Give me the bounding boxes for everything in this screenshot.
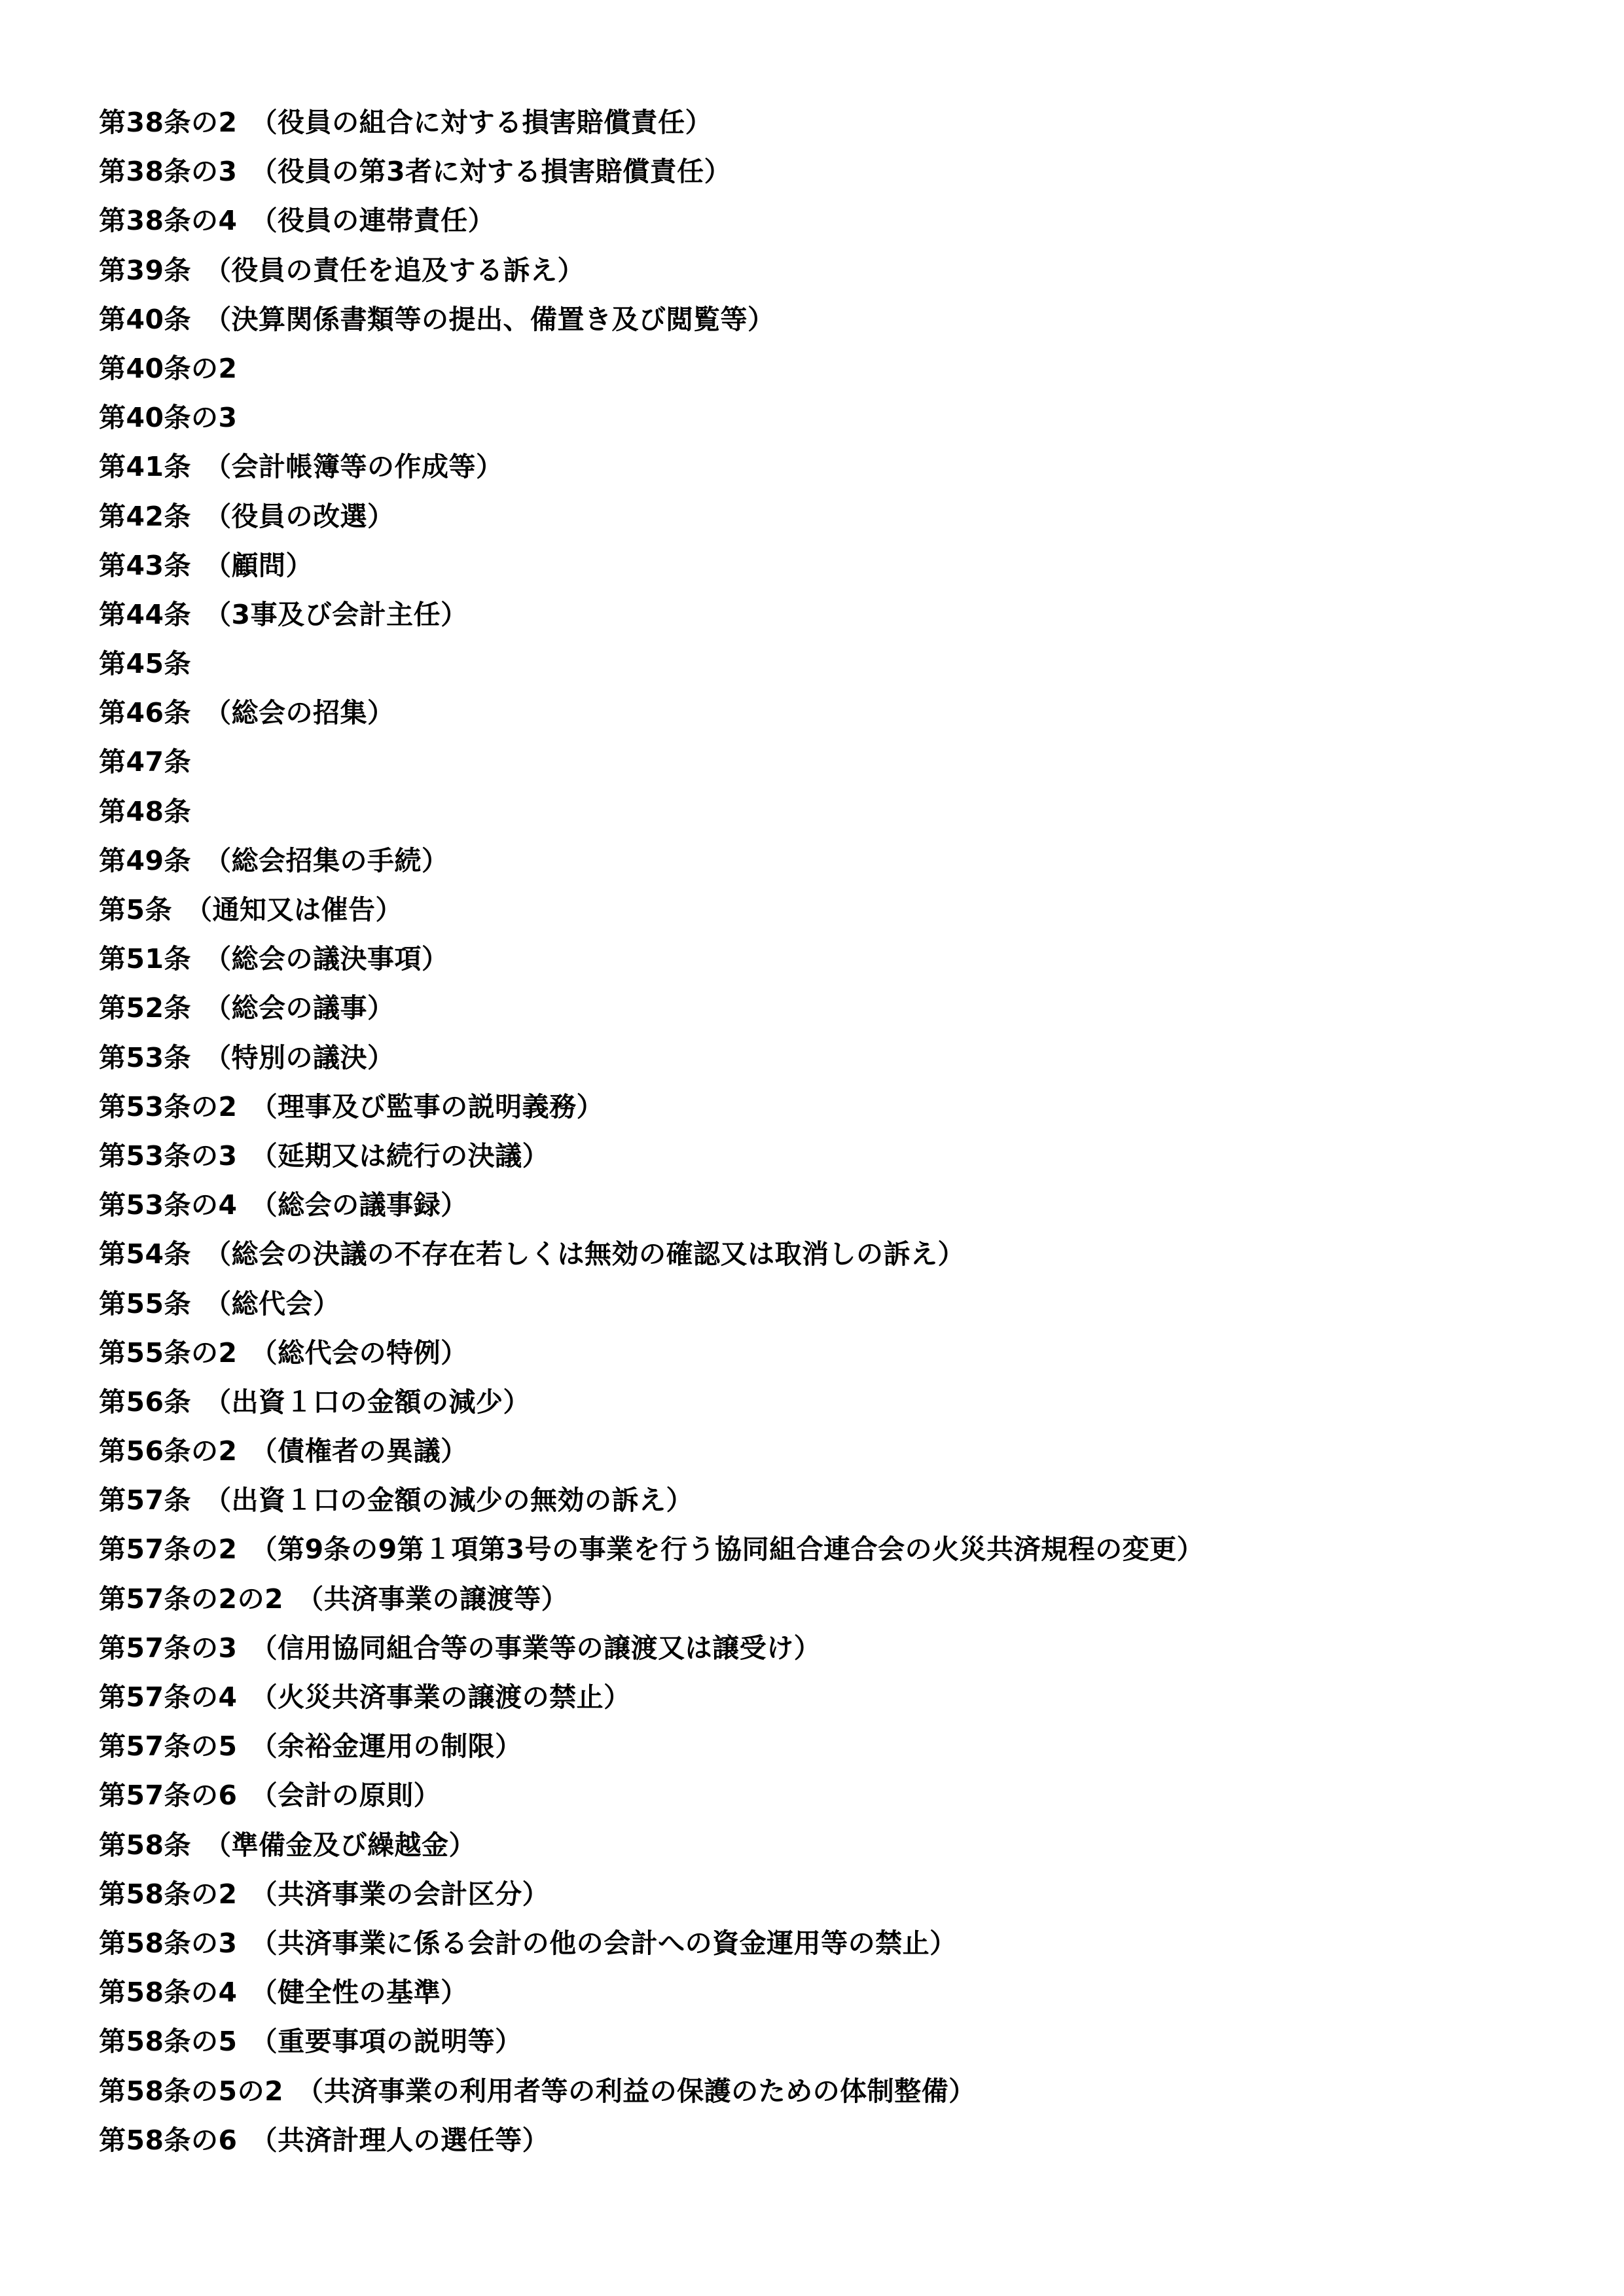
article-title: （総代会の特例） bbox=[250, 1336, 468, 1369]
article-item bbox=[99, 1968, 1539, 2017]
article-title: （会計帳簿等の作成等） bbox=[204, 451, 503, 483]
article-number: 第5条 bbox=[99, 894, 173, 925]
article-number: 第56条 bbox=[99, 1386, 192, 1418]
article-title: （共済事業の利用者等の利益の保護のための体制整備） bbox=[297, 2075, 976, 2107]
article-list bbox=[99, 98, 1539, 2165]
article-item bbox=[99, 1673, 1539, 1722]
article-title: （役員の改選） bbox=[204, 500, 395, 532]
article-number: 第49条 bbox=[99, 844, 192, 876]
article-item bbox=[99, 1132, 1539, 1181]
article-item bbox=[99, 295, 1539, 344]
article-number: 第44条 bbox=[99, 598, 192, 630]
article-number: 第53条の3 bbox=[99, 1139, 238, 1172]
article-item bbox=[99, 344, 1539, 393]
article-item bbox=[99, 2017, 1539, 2066]
article-item bbox=[99, 1329, 1539, 1378]
article-title: （出資１口の金額の減少） bbox=[204, 1386, 531, 1418]
article-title: （出資１口の金額の減少の無効の訴え） bbox=[204, 1484, 694, 1516]
article-item bbox=[99, 984, 1539, 1033]
article-title: （特別の議決） bbox=[204, 1041, 395, 1073]
article-item bbox=[99, 2116, 1539, 2165]
article-number: 第58条の5 bbox=[99, 2026, 238, 2058]
article-number: 第58条の6 bbox=[99, 2124, 238, 2156]
article-item bbox=[99, 393, 1539, 442]
article-item bbox=[99, 1525, 1539, 1574]
article-number: 第52条 bbox=[99, 992, 192, 1024]
article-item bbox=[99, 689, 1539, 738]
article-number: 第57条の6 bbox=[99, 1780, 238, 1812]
article-number: 第38条の3 bbox=[99, 156, 238, 188]
article-number: 第58条の3 bbox=[99, 1927, 238, 1959]
article-number: 第57条の4 bbox=[99, 1681, 238, 1713]
article-number: 第57条 bbox=[99, 1484, 192, 1516]
article-number: 第57条の5 bbox=[99, 1731, 238, 1763]
article-number: 第55条 bbox=[99, 1287, 192, 1319]
article-item bbox=[99, 442, 1539, 492]
article-title: （共済事業に係る会計の他の会計への資金運用等の禁止） bbox=[250, 1927, 957, 1959]
article-item bbox=[99, 935, 1539, 984]
article-title: （健全性の基準） bbox=[250, 1977, 468, 2009]
article-item bbox=[99, 492, 1539, 541]
article-number: 第53条の4 bbox=[99, 1189, 238, 1221]
article-number: 第40条 bbox=[99, 303, 192, 335]
article-number: 第51条 bbox=[99, 943, 192, 975]
article-number: 第48条 bbox=[99, 795, 192, 827]
article-item bbox=[99, 2067, 1539, 2116]
article-item bbox=[99, 836, 1539, 886]
article-title: （共済計理人の選任等） bbox=[250, 2124, 550, 2156]
article-item bbox=[99, 1722, 1539, 1771]
article-title: （総会の議決事項） bbox=[204, 943, 449, 975]
article-number: 第39条 bbox=[99, 254, 192, 286]
article-item bbox=[99, 738, 1539, 787]
article-title: （総会招集の手続） bbox=[204, 844, 449, 876]
article-title: （信用協同組合等の事業等の譲渡又は譲受け） bbox=[250, 1632, 821, 1664]
article-number: 第57条の3 bbox=[99, 1632, 238, 1664]
article-title: （第9条の9第１項第3号の事業を行う協同組合連合会の火災共済規程の変更） bbox=[250, 1534, 1204, 1566]
article-number: 第58条 bbox=[99, 1829, 192, 1861]
article-title: （共済事業の譲渡等） bbox=[297, 1583, 569, 1615]
article-item bbox=[99, 541, 1539, 590]
article-title: （共済事業の会計区分） bbox=[250, 1878, 550, 1910]
article-number: 第57条の2の2 bbox=[99, 1583, 284, 1615]
article-number: 第40条の3 bbox=[99, 402, 238, 434]
article-title: （3事及び会計主任） bbox=[204, 598, 468, 630]
article-item bbox=[99, 1427, 1539, 1476]
article-number: 第45条 bbox=[99, 648, 192, 680]
article-item bbox=[99, 147, 1539, 196]
article-title: （余裕金運用の制限） bbox=[250, 1731, 522, 1763]
article-title: （決算関係書類等の提出、備置き及び閲覧等） bbox=[204, 303, 775, 335]
article-number: 第38条の2 bbox=[99, 107, 238, 138]
article-title: （理事及び監事の説明義務） bbox=[250, 1090, 604, 1122]
article-title: （顧問） bbox=[204, 549, 314, 581]
article-number: 第58条の5の2 bbox=[99, 2075, 284, 2107]
article-title: （総会の決議の不存在若しくは無効の確認又は取消しの訴え） bbox=[204, 1238, 965, 1270]
article-title: （総代会） bbox=[204, 1287, 340, 1319]
article-item bbox=[99, 1870, 1539, 1919]
article-number: 第53条の2 bbox=[99, 1090, 238, 1122]
article-title: （役員の連帯責任） bbox=[250, 205, 496, 237]
article-number: 第53条 bbox=[99, 1041, 192, 1073]
article-item bbox=[99, 1280, 1539, 1329]
article-item bbox=[99, 639, 1539, 689]
article-number: 第58条の2 bbox=[99, 1878, 238, 1910]
article-title: （役員の責任を追及する訴え） bbox=[204, 254, 585, 286]
article-item bbox=[99, 787, 1539, 836]
article-title: （総会の議事） bbox=[204, 992, 395, 1024]
article-title: （役員の第3者に対する損害賠償責任） bbox=[250, 156, 732, 188]
article-item bbox=[99, 1476, 1539, 1525]
article-item bbox=[99, 886, 1539, 935]
article-number: 第56条の2 bbox=[99, 1435, 238, 1467]
article-title: （総会の議事録） bbox=[250, 1189, 468, 1221]
article-number: 第57条の2 bbox=[99, 1534, 238, 1566]
article-number: 第42条 bbox=[99, 500, 192, 532]
article-number: 第40条の2 bbox=[99, 352, 238, 384]
article-item bbox=[99, 1624, 1539, 1673]
article-item bbox=[99, 246, 1539, 295]
article-number: 第47条 bbox=[99, 746, 192, 778]
article-title: （準備金及び繰越金） bbox=[204, 1829, 477, 1861]
article-item bbox=[99, 1378, 1539, 1427]
article-title: （火災共済事業の譲渡の禁止） bbox=[250, 1681, 631, 1713]
article-number: 第43条 bbox=[99, 549, 192, 581]
article-item bbox=[99, 1821, 1539, 1870]
article-title: （延期又は続行の決議） bbox=[250, 1139, 550, 1172]
article-item bbox=[99, 1230, 1539, 1279]
article-title: （重要事項の説明等） bbox=[250, 2026, 522, 2058]
article-item bbox=[99, 196, 1539, 245]
article-number: 第38条の4 bbox=[99, 205, 238, 237]
article-title: （総会の招集） bbox=[204, 697, 395, 729]
article-item bbox=[99, 1083, 1539, 1132]
article-number: 第58条の4 bbox=[99, 1977, 238, 2009]
article-item bbox=[99, 1033, 1539, 1083]
article-title: （通知又は催告） bbox=[185, 894, 403, 925]
article-item bbox=[99, 1575, 1539, 1624]
article-title: （債権者の異議） bbox=[250, 1435, 468, 1467]
article-item bbox=[99, 98, 1539, 147]
article-item bbox=[99, 590, 1539, 639]
article-item bbox=[99, 1771, 1539, 1820]
article-number: 第46条 bbox=[99, 697, 192, 729]
article-item bbox=[99, 1919, 1539, 1968]
article-number: 第55条の2 bbox=[99, 1336, 238, 1369]
article-item bbox=[99, 1181, 1539, 1230]
article-title: （役員の組合に対する損害賠償責任） bbox=[250, 107, 713, 138]
article-title: （会計の原則） bbox=[250, 1780, 441, 1812]
article-number: 第41条 bbox=[99, 451, 192, 483]
article-number: 第54条 bbox=[99, 1238, 192, 1270]
